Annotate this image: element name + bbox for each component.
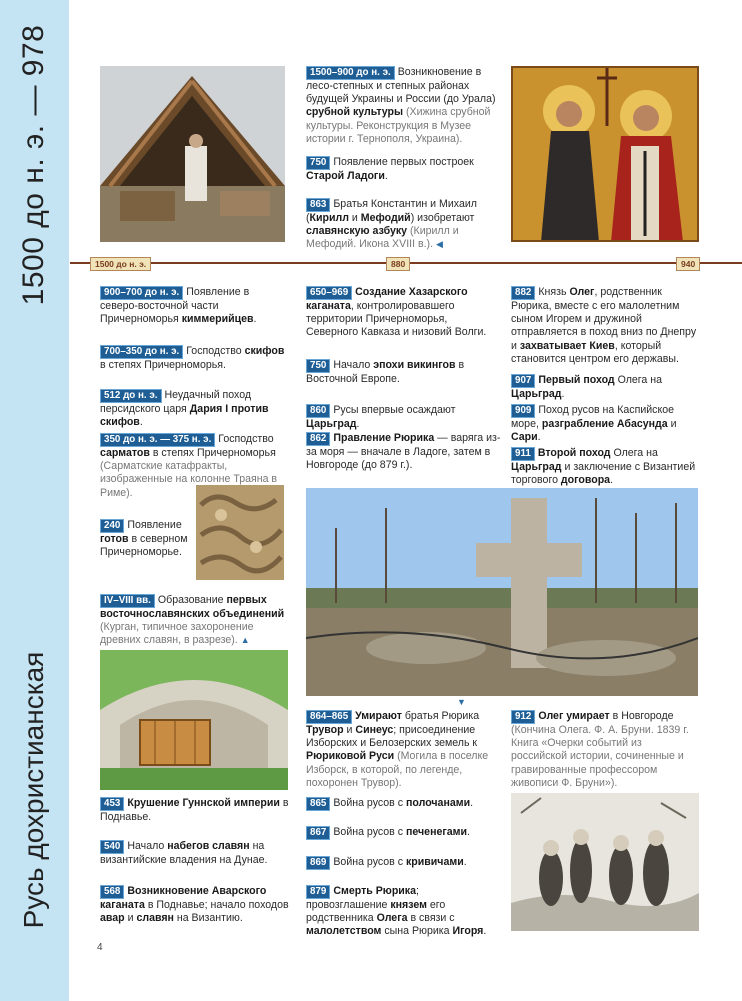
chapter-title: Русь дохристианская — [18, 651, 49, 929]
kurgan-illustration — [100, 650, 288, 790]
year-badge: IV–VIII вв. — [100, 594, 155, 608]
entry-oleg-kiev: 882 Князь Олег, родственник Рюрика, вместе с его малолетним сыном Игорем и дружиной отправляется в поход вниз по Днепру и захватывает Киев, который становится центром его державы. — [511, 286, 697, 365]
entry-staraya-ladoga: 750 Появление первых построек Старой Ладоги. — [306, 156, 474, 182]
entry-kaspiy: 909 Поход русов на Каспийское море, разграбление Абасунда и Сари. — [511, 404, 677, 444]
entry-darius: 512 до н. э. Неудачный поход персидского царя Дария I против скифов. — [100, 389, 269, 429]
pointer-up-icon: ▲ — [240, 635, 250, 646]
entry-vikingi: 750 Начало эпохи викингов в Восточной Европе. — [306, 359, 465, 385]
hut-photo — [100, 66, 285, 242]
period-range-title: 1500 до н. э. — 978 — [17, 24, 50, 306]
year-badge: 453 — [100, 797, 124, 811]
entry-krivichi: 869 Война русов с кривичами. — [306, 856, 501, 870]
year-badge: 650–969 — [306, 286, 352, 300]
year-badge: 862 — [306, 432, 330, 446]
year-badge: 540 — [100, 840, 124, 854]
sidebar — [0, 0, 69, 1001]
entry-gunny: 453 Крушение Гуннской империи в Поднавье. — [100, 797, 289, 823]
year-badge: 911 — [511, 447, 535, 461]
entry-sarmaty: 350 до н. э. — 375 н. э. Господство сарматов в степях Причерноморья (Сарматские катафракты, изображенные на колонне Траяна в Риме). — [100, 433, 278, 499]
year-badge: 863 — [306, 198, 330, 212]
timeline-label-start: 1500 до н. э. — [90, 257, 151, 271]
entry-avary: 568 Возникновение Аварского каганата в Поднавье; начало походов авар и славян на Византию. — [100, 885, 289, 925]
page-number: 4 — [97, 942, 103, 953]
entry-tsargrad-860: 860 Русы впервые осаждают Царьград. — [306, 404, 456, 430]
year-badge: 1500–900 до н. э. — [306, 66, 395, 80]
entry-dogovor-911: 911 Второй поход Олега на Царьград и заключение с Византией торгового договора. — [511, 447, 696, 487]
year-badge: 867 — [306, 826, 330, 840]
entry-skify: 700–350 до н. э. Господство скифов в степях Причерноморья. — [100, 345, 285, 371]
entry-nabegi-slavyan: 540 Начало набегов славян на византийские владения на Дунае. — [100, 840, 268, 866]
timeline-label-880: 880 — [386, 257, 410, 271]
year-badge: 912 — [511, 710, 535, 724]
entry-srubnaya: 1500–900 до н. э. Возникновение в лесо-степных и степных районах будущей Украины и России (до Урала) срубной культуры (Хижина срубной культуры. Реконструкция в Музее истории г. Тернополя, Украина). — [306, 66, 496, 145]
entry-polochane: 865 Война русов с полочанами. — [306, 797, 501, 811]
timeline-label-940: 940 — [676, 257, 700, 271]
entry-pechenegi: 867 Война русов с печенегами. — [306, 826, 501, 840]
year-badge: 240 — [100, 519, 124, 533]
entry-goty: 240 Появление готов в северном Причерноморье. — [100, 519, 188, 559]
death-of-oleg-engraving — [511, 793, 699, 931]
entry-smert-ryurika: 879 Смерть Рюрика; провозглашение князем его родственника Олега в связи с малолетством сына Рюрика Игоря. — [306, 885, 487, 938]
year-badge: 700–350 до н. э. — [100, 345, 183, 359]
icon-kirill-methodius — [511, 66, 699, 242]
entry-khazary: 650–969 Создание Хазарского каганата, контролировавшего территории Причерноморья, Северного Кавказа и низовий Волги. — [306, 286, 487, 339]
entry-truvor-sineus: 864–865 Умирают братья Рюрика Трувор и Синеус; присоединение Изборских и Белозерских земель к Рюриковой Руси (Могила в поселке Изборск, в которой, по легенде, похоронен Трувор). — [306, 710, 489, 789]
entry-azbuka: 863 Братья Константин и Михаил (Кирилл и Мефодий) изобретают славянскую азбуку (Кирилл и Мефодий. Икона XVIII в.). ◀ — [306, 198, 477, 251]
year-badge: 907 — [511, 374, 535, 388]
year-badge: 909 — [511, 404, 535, 418]
entry-ryurik: 862 Правление Рюрика — варяга из-за моря — вначале в Ладоге, затем в Новгороде (до 879 г.). — [306, 432, 501, 472]
year-badge: 860 — [306, 404, 330, 418]
year-badge: 879 — [306, 885, 330, 899]
timeline-bar — [70, 258, 742, 270]
entry-vostochnye-slavyane: IV–VIII вв. Образование первых восточнославянских объединений (Курган, типичное захоронение древних славян, в разрезе). ▲ — [100, 594, 285, 647]
entry-pokhod-907: 907 Первый поход Олега на Царьград. — [511, 374, 663, 400]
year-badge: 750 — [306, 156, 330, 170]
year-badge: 900–700 до н. э. — [100, 286, 183, 300]
pointer-down-icon: ▼ — [457, 697, 466, 707]
year-badge: 568 — [100, 885, 124, 899]
year-badge: 750 — [306, 359, 330, 373]
pointer-left-icon: ◀ — [436, 239, 443, 250]
truvor-grave-photo — [306, 488, 698, 696]
entry-kimmeriytsy: 900–700 до н. э. Появление в северо-восточной части Причерноморья киммерийцев. — [100, 286, 257, 326]
year-badge: 512 до н. э. — [100, 389, 162, 403]
year-badge: 869 — [306, 856, 330, 870]
year-badge: 350 до н. э. — 375 н. э. — [100, 433, 215, 447]
year-badge: 882 — [511, 286, 535, 300]
year-badge: 865 — [306, 797, 330, 811]
year-badge: 864–865 — [306, 710, 352, 724]
entry-oleg-umiraet: 912 Олег умирает в Новгороде (Кончина Олега. Ф. А. Бруни. 1839 г. Книга «Очерки событий из российской истории, сочиненные и гравированные профессором живописи Ф. Бруни»). — [511, 710, 689, 789]
